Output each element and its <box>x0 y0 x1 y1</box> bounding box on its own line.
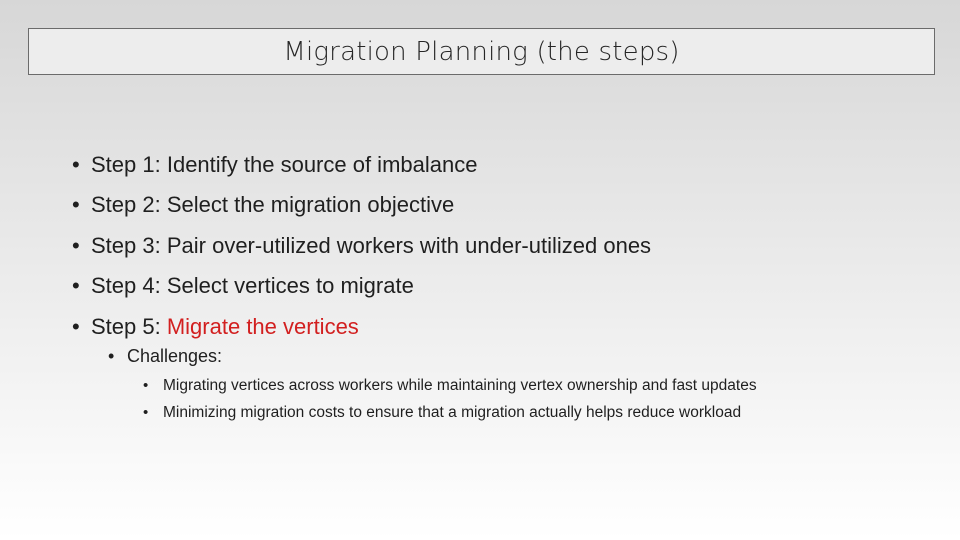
bullet-icon: • <box>72 152 80 177</box>
step-text: Select the migration objective <box>166 192 455 218</box>
title-box <box>28 28 935 75</box>
step-text: Pair over-utilized workers with under-utilized ones <box>166 232 652 258</box>
bullet-icon: • <box>72 313 80 339</box>
challenge-text: Migrating vertices across workers while maintaining vertex ownership and fast updates <box>163 377 757 394</box>
step-item <box>72 185 932 225</box>
bullet-icon: • <box>72 192 80 218</box>
step-item <box>72 145 932 185</box>
step-highlight-text: Migrate the vertices <box>166 313 359 339</box>
step-prefix: Step 4: <box>91 273 167 299</box>
challenge-text: Minimizing migration costs to ensure that a migration actually helps reduce workload <box>163 404 742 421</box>
step-prefix: Step 5: <box>91 313 167 339</box>
step-text: Identify the source of imbalance <box>166 152 478 177</box>
step-item <box>72 266 932 306</box>
challenge-items <box>143 372 757 426</box>
steps-list <box>72 145 932 347</box>
bullet-icon: • <box>108 346 115 366</box>
step-prefix: Step 1: <box>91 152 167 177</box>
bullet-icon: • <box>72 232 80 258</box>
step-item <box>72 226 932 266</box>
step-item <box>72 307 932 347</box>
step-prefix: Step 3: <box>91 232 167 258</box>
challenges-label: Challenges: <box>127 346 223 366</box>
challenges-heading <box>108 342 222 370</box>
step-prefix: Step 2: <box>91 192 167 218</box>
bullet-icon: • <box>143 377 149 394</box>
bullet-icon: • <box>72 273 80 299</box>
challenge-item <box>143 399 757 426</box>
bullet-icon: • <box>143 404 149 421</box>
challenge-item <box>143 372 757 399</box>
slide-title: Migration Planning (the steps) <box>283 36 680 67</box>
challenges-list <box>108 342 222 370</box>
step-text: Select vertices to migrate <box>166 273 414 299</box>
